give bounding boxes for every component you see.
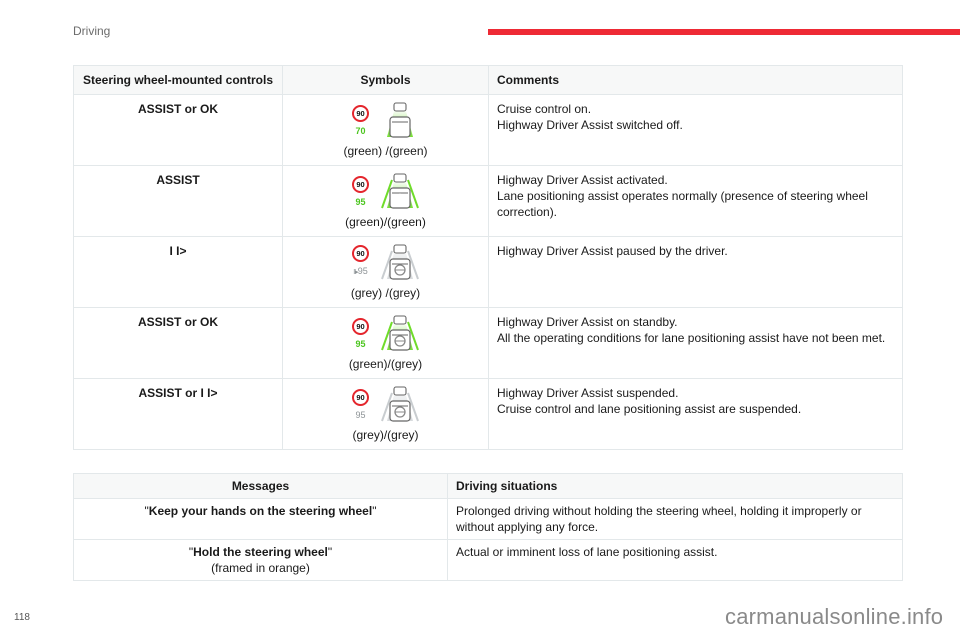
control-label: ASSIST xyxy=(156,173,200,187)
speed-limit-sign-icon: 90 xyxy=(352,318,369,335)
comment-cell xyxy=(489,166,903,237)
table-header-row xyxy=(74,474,903,499)
speed-indicator xyxy=(350,176,372,210)
set-speed: II▸95 xyxy=(353,266,368,276)
lane-assist-car-icon xyxy=(378,172,422,210)
table-row xyxy=(74,95,903,166)
table-row xyxy=(74,166,903,237)
comment-line: Highway Driver Assist suspended. xyxy=(497,386,679,400)
symbol-cell xyxy=(283,237,489,308)
section-accent-bar xyxy=(488,29,960,35)
speed-indicator xyxy=(350,105,372,139)
table-row xyxy=(74,499,903,540)
message-text: Hold the steering wheel xyxy=(193,545,328,559)
symbol-cell xyxy=(283,95,489,166)
control-cell xyxy=(74,166,283,237)
lane-assist-car-icon xyxy=(378,101,422,139)
symbol-caption: (grey) /(grey) xyxy=(350,286,421,300)
speed-indicator xyxy=(350,318,372,352)
comment-line: Cruise control on. xyxy=(497,102,592,116)
comment-line: Highway Driver Assist switched off. xyxy=(497,118,683,132)
comment-line: Cruise control and lane positioning assist are suspended. xyxy=(497,402,802,416)
lane-assist-car-icon xyxy=(378,385,422,423)
speed-limit-sign-icon: 90 xyxy=(352,105,369,122)
control-label: ASSIST or I I> xyxy=(138,386,218,400)
set-speed: 70 xyxy=(355,126,366,136)
lane-assist-car-icon xyxy=(378,243,422,281)
control-cell xyxy=(74,379,283,450)
speed-limit-sign-icon: 90 xyxy=(352,176,369,193)
set-speed: 95 xyxy=(355,410,366,420)
symbol-caption: (green)/(green) xyxy=(345,215,426,229)
set-speed: 95 xyxy=(355,197,366,207)
symbol-caption: (green)/(grey) xyxy=(348,357,423,371)
message-cell: "Keep your hands on the steering wheel" xyxy=(74,499,448,540)
comment-cell xyxy=(489,95,903,166)
control-label: ASSIST or OK xyxy=(137,315,218,329)
speed-indicator xyxy=(350,245,372,281)
column-header-symbols: Symbols xyxy=(283,66,489,95)
comment-line: Highway Driver Assist on standby. xyxy=(497,315,678,329)
control-cell xyxy=(74,237,283,308)
comment-line: Highway Driver Assist activated. xyxy=(497,173,668,187)
symbol-caption: (grey)/(grey) xyxy=(352,428,419,442)
column-header-controls: Steering wheel-mounted controls xyxy=(74,66,283,95)
table-row xyxy=(74,540,903,581)
section-title: Driving xyxy=(73,24,111,38)
comment-line: Highway Driver Assist paused by the driver. xyxy=(497,244,728,258)
symbols-table xyxy=(73,65,903,450)
pause-play-icon: II▸ xyxy=(353,269,358,276)
message-note: (framed in orange) xyxy=(211,561,310,575)
speed-limit-sign-icon: 90 xyxy=(352,389,369,406)
control-label: ASSIST or OK xyxy=(137,102,218,116)
speed-limit-sign-icon: 90 xyxy=(352,245,369,262)
symbol-cell xyxy=(283,379,489,450)
situation-cell: Prolonged driving without holding the steering wheel, holding it improperly or without applying any force. xyxy=(448,499,903,540)
table-header-row xyxy=(74,66,903,95)
message-cell: "Hold the steering wheel" (framed in orange) xyxy=(74,540,448,581)
control-cell xyxy=(74,308,283,379)
situation-cell: Actual or imminent loss of lane positioning assist. xyxy=(448,540,903,581)
speed-indicator xyxy=(350,389,372,423)
symbol-cell xyxy=(283,166,489,237)
column-header-messages: Messages xyxy=(74,474,448,499)
comment-cell xyxy=(489,237,903,308)
comment-cell xyxy=(489,379,903,450)
symbol-cell xyxy=(283,308,489,379)
table-row xyxy=(74,237,903,308)
symbol-caption: (green) /(green) xyxy=(343,144,428,158)
message-text: Keep your hands on the steering wheel xyxy=(148,504,373,518)
comment-line: All the operating conditions for lane positioning assist have not been met. xyxy=(497,331,886,345)
page-number: 118 xyxy=(14,612,30,623)
set-speed: 95 xyxy=(355,339,366,349)
column-header-comments: Comments xyxy=(489,66,903,95)
comment-line: Lane positioning assist operates normally (presence of steering wheel correction). xyxy=(497,189,868,219)
watermark: carmanualsonline.info xyxy=(725,604,944,629)
control-label: I I> xyxy=(169,244,187,258)
column-header-driving-situations: Driving situations xyxy=(448,474,903,499)
comment-cell xyxy=(489,308,903,379)
control-cell xyxy=(74,95,283,166)
table-row xyxy=(74,379,903,450)
table-row xyxy=(74,308,903,379)
lane-assist-car-icon xyxy=(378,314,422,352)
messages-table xyxy=(73,473,903,581)
